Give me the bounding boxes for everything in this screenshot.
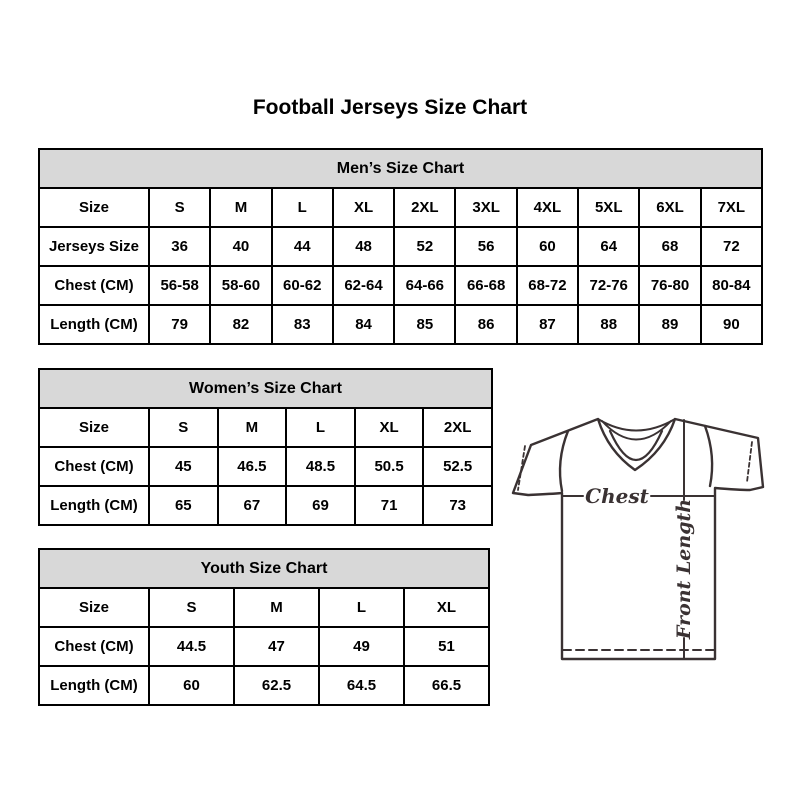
value-cell: 71 — [355, 486, 424, 525]
value-cell: L — [286, 408, 355, 447]
value-cell: 83 — [272, 305, 333, 344]
value-cell: 52.5 — [423, 447, 492, 486]
youth-table-title: Youth Size Chart — [39, 549, 489, 588]
value-cell: L — [319, 588, 404, 627]
men-table-row — [39, 266, 762, 305]
youth-table-row — [39, 588, 489, 627]
jersey-measurement-diagram — [505, 398, 777, 670]
value-cell: 72-76 — [578, 266, 639, 305]
value-cell: L — [272, 188, 333, 227]
value-cell: 88 — [578, 305, 639, 344]
value-cell: 87 — [517, 305, 578, 344]
men-table-title: Men’s Size Chart — [39, 149, 762, 188]
chest-label: Chest — [585, 484, 649, 508]
value-cell: 82 — [210, 305, 271, 344]
value-cell: 62-64 — [333, 266, 394, 305]
value-cell: 52 — [394, 227, 455, 266]
youth-table-row — [39, 627, 489, 666]
men-table-row — [39, 188, 762, 227]
value-cell: 49 — [319, 627, 404, 666]
value-cell: 85 — [394, 305, 455, 344]
value-cell: 48 — [333, 227, 394, 266]
value-cell: 60 — [149, 666, 234, 705]
row-label-cell: Size — [39, 188, 149, 227]
row-label-cell: Length (CM) — [39, 666, 149, 705]
value-cell: 6XL — [639, 188, 700, 227]
row-label-cell: Length (CM) — [39, 305, 149, 344]
value-cell: 72 — [701, 227, 762, 266]
row-label-cell: Length (CM) — [39, 486, 149, 525]
value-cell: 56-58 — [149, 266, 210, 305]
men-table-row — [39, 227, 762, 266]
value-cell: 51 — [404, 627, 489, 666]
value-cell: 69 — [286, 486, 355, 525]
value-cell: M — [218, 408, 287, 447]
value-cell: XL — [355, 408, 424, 447]
value-cell: 64-66 — [394, 266, 455, 305]
value-cell: 60-62 — [272, 266, 333, 305]
front-length-label: Front Length — [673, 498, 695, 640]
value-cell: 66.5 — [404, 666, 489, 705]
value-cell: 89 — [639, 305, 700, 344]
value-cell: 5XL — [578, 188, 639, 227]
value-cell: 44.5 — [149, 627, 234, 666]
value-cell: S — [149, 408, 218, 447]
row-label-cell: Size — [39, 408, 149, 447]
women-table-row — [39, 408, 492, 447]
value-cell: 46.5 — [218, 447, 287, 486]
value-cell: XL — [333, 188, 394, 227]
row-label-cell: Jerseys Size — [39, 227, 149, 266]
mens-size-table — [38, 148, 763, 345]
men-table-header-row — [39, 149, 762, 188]
women-table-row — [39, 486, 492, 525]
value-cell: 47 — [234, 627, 319, 666]
value-cell: 7XL — [701, 188, 762, 227]
value-cell: 76-80 — [639, 266, 700, 305]
value-cell: 56 — [455, 227, 516, 266]
row-label-cell: Chest (CM) — [39, 447, 149, 486]
value-cell: S — [149, 188, 210, 227]
value-cell: 67 — [218, 486, 287, 525]
value-cell: 48.5 — [286, 447, 355, 486]
row-label-cell: Chest (CM) — [39, 627, 149, 666]
value-cell: 45 — [149, 447, 218, 486]
value-cell: 4XL — [517, 188, 578, 227]
value-cell: 90 — [701, 305, 762, 344]
row-label-cell: Size — [39, 588, 149, 627]
value-cell: 3XL — [455, 188, 516, 227]
youth-table-row — [39, 666, 489, 705]
value-cell: 50.5 — [355, 447, 424, 486]
value-cell: 62.5 — [234, 666, 319, 705]
value-cell: 66-68 — [455, 266, 516, 305]
value-cell: 64 — [578, 227, 639, 266]
value-cell: 65 — [149, 486, 218, 525]
value-cell: 36 — [149, 227, 210, 266]
value-cell: 58-60 — [210, 266, 271, 305]
page-title: Football Jerseys Size Chart — [252, 96, 528, 119]
value-cell: XL — [404, 588, 489, 627]
value-cell: 2XL — [423, 408, 492, 447]
value-cell: 84 — [333, 305, 394, 344]
value-cell: 68 — [639, 227, 700, 266]
men-table-row — [39, 305, 762, 344]
value-cell: 40 — [210, 227, 271, 266]
value-cell: 64.5 — [319, 666, 404, 705]
value-cell: 79 — [149, 305, 210, 344]
women-table-row — [39, 447, 492, 486]
value-cell: 2XL — [394, 188, 455, 227]
women-table-title: Women’s Size Chart — [39, 369, 492, 408]
value-cell: M — [210, 188, 271, 227]
jersey-outline — [513, 419, 763, 659]
jersey-diagram-svg — [505, 398, 777, 670]
value-cell: M — [234, 588, 319, 627]
womens-size-table — [38, 368, 493, 526]
youth-table-header-row — [39, 549, 489, 588]
value-cell: 44 — [272, 227, 333, 266]
value-cell: 86 — [455, 305, 516, 344]
youth-size-table — [38, 548, 490, 706]
value-cell: 68-72 — [517, 266, 578, 305]
value-cell: S — [149, 588, 234, 627]
women-table-header-row — [39, 369, 492, 408]
value-cell: 60 — [517, 227, 578, 266]
value-cell: 80-84 — [701, 266, 762, 305]
row-label-cell: Chest (CM) — [39, 266, 149, 305]
value-cell: 73 — [423, 486, 492, 525]
